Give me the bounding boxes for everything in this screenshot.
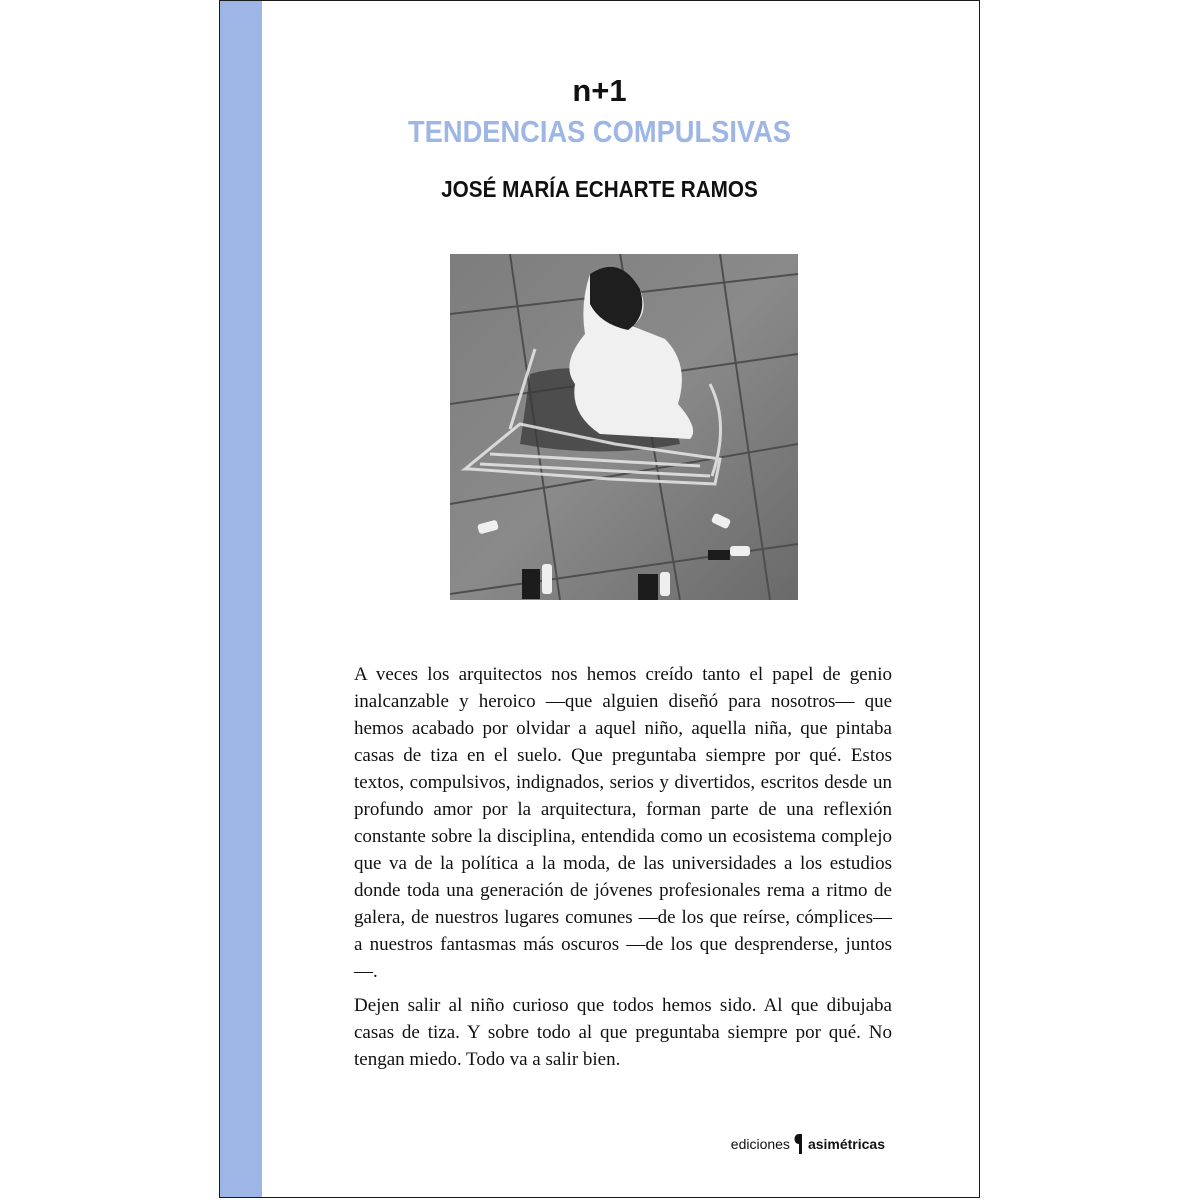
photo-child-drawing-chalk: [450, 254, 798, 600]
publisher-mark-icon: [792, 1132, 806, 1156]
blurb-paragraph-2: Dejen salir al niño curioso que todos hemos sido. Al que dibujaba casas de tiza. Y sobre todo al que preguntaba siempre por qué. No tengan miedo. Todo va a salir bien.: [354, 995, 892, 1070]
publisher-logo: [731, 1132, 885, 1156]
cover-photo: [450, 254, 798, 600]
blurb-paragraph-1: A veces los arquitectos nos hemos creído tanto el papel de genio inalcanzable y heroico —que alguien diseñó para nosotros— que hemos acabado por olvidar a aquel niño, aquella niña, que pintaba casas de tiza en el suelo. Que preguntaba siempre por qué. Estos textos, compulsivos, indignados, serios y divertidos, escritos desde un profundo amor por la arquitectura, forman parte de una reflexión constante sobre la disciplina, entendida como un ecosistema complejo que va de la política a la moda, de las universidades a los estudios donde toda una generación de jóvenes profesionales rema a ritmo de galera, de nuestros lugares comunes —de los que reírse, cómplices— a nuestros fantasmas más oscuros —de los que desprenderse, juntos—.: [354, 664, 892, 982]
book-title: TENDENCIAS COMPULSIVAS: [408, 114, 791, 149]
publisher-prefix: ediciones: [730, 1136, 790, 1152]
book-back-cover: [219, 0, 980, 1198]
author-name: JOSÉ MARÍA ECHARTE RAMOS: [441, 176, 758, 202]
accent-stripe: [220, 1, 262, 1197]
series-label: n+1: [572, 73, 627, 108]
publisher-name: asimétricas: [807, 1136, 885, 1152]
back-cover-blurb: [354, 661, 892, 1080]
